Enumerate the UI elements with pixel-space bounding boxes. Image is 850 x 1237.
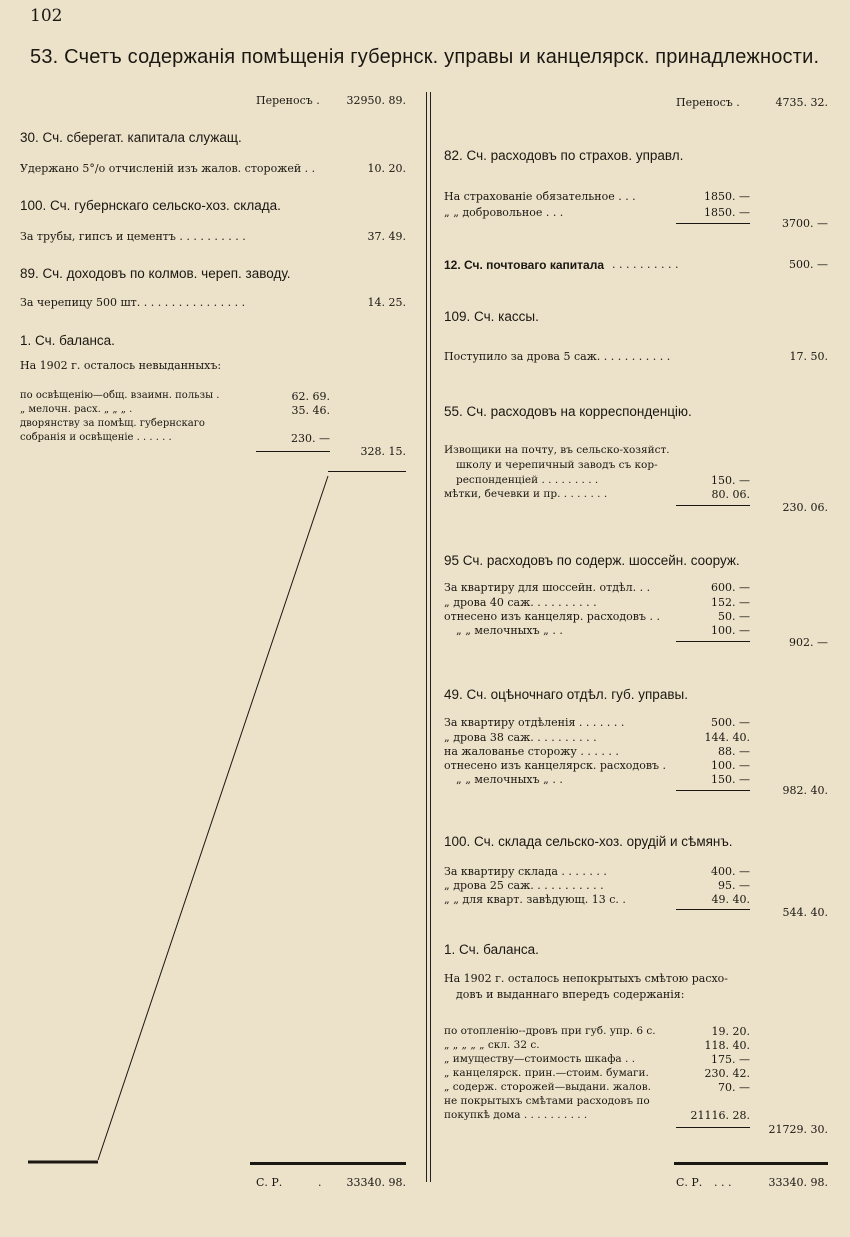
- right-s95-item: „ „ мелочныхъ „ . .: [456, 624, 563, 637]
- right-s49-item: на жалованье сторожу . . . . . .: [444, 745, 619, 758]
- right-s1-item-amount: 175. —: [711, 1053, 750, 1066]
- left-footer-label: С. Р.: [256, 1176, 283, 1189]
- right-s1-item: „ канцелярск. прин.—стоим. бумаги.: [444, 1067, 649, 1079]
- left-footer-bar: [250, 1162, 406, 1165]
- left-s1-item: „ мелочн. расх. „ „ „ .: [20, 404, 133, 415]
- left-s1-item: собранія и освѣщеніе . . . . . .: [20, 432, 172, 443]
- left-s89-amount: 14. 25.: [367, 296, 406, 309]
- right-s1-header: 1. Сч. баланса.: [444, 942, 539, 957]
- right-s82-item: На страхованіе обязательное . . .: [444, 190, 636, 203]
- right-s1-item: по отопленію--дровъ при губ. упр. 6 с.: [444, 1025, 656, 1037]
- left-footer-amount: 33340. 98.: [346, 1176, 406, 1189]
- right-s1-item-amount: 118. 40.: [704, 1039, 750, 1052]
- right-s82-total: 3700. —: [782, 217, 828, 230]
- right-s100-item: „ „ для кварт. завѣдующ. 13 с. .: [444, 893, 626, 906]
- right-s82-item-amount: 1850. —: [704, 206, 750, 219]
- left-s100-header: 100. Сч. губернскаго сельско-хоз. склада.: [20, 198, 281, 213]
- right-s49-item: отнесено изъ канцелярск. расходовъ .: [444, 759, 667, 772]
- right-s100-item: За квартиру склада . . . . . . .: [444, 865, 607, 878]
- right-s55-item-amount: 150. —: [711, 474, 750, 487]
- right-s100-header: 100. Сч. склада сельско-хоз. орудій и сѣмянъ.: [444, 834, 733, 849]
- right-s49-item: За квартиру отдѣленія . . . . . . .: [444, 716, 625, 729]
- right-s1-rule: [676, 1127, 750, 1128]
- right-s55-item: Извощики на почту, въ сельско-хозяйст.: [444, 444, 670, 456]
- right-s95-item-amount: 50. —: [718, 610, 750, 623]
- left-s1-intro: На 1902 г. осталось невыданныхъ:: [20, 359, 222, 372]
- right-s95-header: 95 Сч. расходовъ по содерж. шоссейн. сооруж.: [444, 553, 740, 568]
- right-s1-item: не покрытыхъ смѣтами расходовъ по: [444, 1095, 650, 1107]
- right-s95-item: „ дрова 40 саж. . . . . . . . . .: [444, 596, 597, 609]
- page-title: 53. Счетъ содержанія помѣщенія губернск. управы и канцелярск. принадлежности.: [30, 46, 820, 68]
- right-s100-item-amount: 49. 40.: [711, 893, 750, 906]
- right-s12-amount: 500. —: [789, 258, 828, 271]
- right-s55-item: респонденціей . . . . . . . . .: [456, 474, 599, 486]
- left-s1-item-amount: 35. 46.: [291, 404, 330, 417]
- right-footer-label: С. Р.: [676, 1176, 703, 1189]
- right-footer-amount: 33340. 98.: [768, 1176, 828, 1189]
- right-s55-total: 230. 06.: [782, 501, 828, 514]
- right-s1-item: „ „ „ „ „ скл. 32 с.: [444, 1039, 540, 1051]
- right-s100-item: „ дрова 25 саж. . . . . . . . . . .: [444, 879, 604, 892]
- right-s109-header: 109. Сч. кассы.: [444, 309, 539, 324]
- left-footer-dot: .: [318, 1176, 322, 1189]
- right-s49-rule: [676, 790, 750, 791]
- right-s1-item: покупкѣ дома . . . . . . . . . .: [444, 1109, 588, 1121]
- right-s49-item-amount: 500. —: [711, 716, 750, 729]
- right-s55-item-amount: 80. 06.: [711, 488, 750, 501]
- right-s49-total: 982. 40.: [782, 784, 828, 797]
- right-s1-item-amount: 19. 20.: [711, 1025, 750, 1038]
- right-s82-item: „ „ добровольное . . .: [444, 206, 564, 219]
- right-s95-item-amount: 100. —: [711, 624, 750, 637]
- right-s49-item-amount: 150. —: [711, 773, 750, 786]
- left-s100-line: За трубы, гипсъ и цементъ . . . . . . . . . .: [20, 230, 246, 243]
- page-number: 102: [30, 6, 63, 26]
- right-s1-item: „ содерж. сторожей—выдани. жалов.: [444, 1081, 651, 1093]
- right-s49-header: 49. Сч. оцѣночнаго отдѣл. губ. управы.: [444, 687, 688, 702]
- right-s49-item: „ „ мелочныхъ „ . .: [456, 773, 563, 786]
- left-s1-item-amount: 230. —: [291, 432, 330, 445]
- right-s82-item-amount: 1850. —: [704, 190, 750, 203]
- right-footer-dots: . . .: [714, 1176, 732, 1189]
- left-s89-header: 89. Сч. доходовъ по колмов. череп. заводу.: [20, 266, 291, 281]
- right-carry-label: Переносъ .: [676, 96, 740, 109]
- right-s82-rule: [676, 223, 750, 224]
- left-s30-line: Удержано 5°/о отчисленій изъ жалов. сторожей . .: [20, 162, 316, 175]
- right-s1-intro: довъ и выданнаго впередъ содержанія:: [456, 988, 685, 1001]
- right-s95-item: отнесено изъ канцеляр. расходовъ . .: [444, 610, 660, 623]
- right-s1-item-amount: 230. 42.: [704, 1067, 750, 1080]
- left-s1-header: 1. Сч. баланса.: [20, 333, 115, 348]
- right-s49-item-amount: 100. —: [711, 759, 750, 772]
- left-carry-label: Переносъ .: [256, 94, 320, 107]
- right-carry-amount: 4735. 32.: [775, 96, 828, 109]
- right-s49-item: „ дрова 38 саж. . . . . . . . . .: [444, 731, 597, 744]
- right-s1-total: 21729. 30.: [768, 1123, 828, 1136]
- right-s1-item-amount: 21116. 28.: [690, 1109, 750, 1122]
- right-s100-total: 544. 40.: [782, 906, 828, 919]
- left-s1-total: 328. 15.: [360, 445, 406, 458]
- right-s55-item: школу и черепичный заводъ съ кор-: [456, 459, 658, 471]
- right-s95-rule: [676, 641, 750, 642]
- right-s12-dots: . . . . . . . . . .: [612, 258, 679, 271]
- right-s1-item-amount: 70. —: [718, 1081, 750, 1094]
- right-s55-header: 55. Сч. расходовъ на корреспонденцію.: [444, 404, 692, 419]
- right-s1-item: „ имуществу—стоимость шкафа . .: [444, 1053, 636, 1065]
- right-s95-item-amount: 600. —: [711, 581, 750, 594]
- right-s55-rule: [676, 505, 750, 506]
- right-s49-item-amount: 144. 40.: [704, 731, 750, 744]
- left-s30-header: 30. Сч. сберегат. капитала служащ.: [20, 130, 242, 145]
- right-footer-bar: [674, 1162, 828, 1165]
- right-s109-amount: 17. 50.: [789, 350, 828, 363]
- left-s1-item: дворянству за помѣщ. губернскаго: [20, 418, 205, 429]
- left-s30-amount: 10. 20.: [367, 162, 406, 175]
- left-s1-item-amount: 62. 69.: [291, 390, 330, 403]
- left-carry-amount: 32950. 89.: [346, 94, 406, 107]
- right-s12-header: 12. Сч. почтоваго капитала: [444, 258, 605, 272]
- right-s100-item-amount: 95. —: [718, 879, 750, 892]
- left-s1-item: по освѣщенію—общ. взаимн. пользы .: [20, 390, 220, 401]
- right-s100-rule: [676, 909, 750, 910]
- left-s89-line: За черепицу 500 шт. . . . . . . . . . . . . . . .: [20, 296, 246, 309]
- right-s1-intro: На 1902 г. осталось непокрытыхъ смѣтою расхо-: [444, 972, 729, 985]
- right-s49-item-amount: 88. —: [718, 745, 750, 758]
- right-s95-total: 902. —: [789, 636, 828, 649]
- right-s82-header: 82. Сч. расходовъ по страхов. управл.: [444, 148, 684, 163]
- right-s55-item: мѣтки, бечевки и пр. . . . . . . .: [444, 488, 608, 500]
- right-s95-item-amount: 152. —: [711, 596, 750, 609]
- left-s100-amount: 37. 49.: [367, 230, 406, 243]
- right-s109-line: Поступило за дрова 5 саж. . . . . . . . . . .: [444, 350, 671, 363]
- right-s100-item-amount: 400. —: [711, 865, 750, 878]
- right-s95-item: За квартиру для шоссейн. отдѣл. . .: [444, 581, 651, 594]
